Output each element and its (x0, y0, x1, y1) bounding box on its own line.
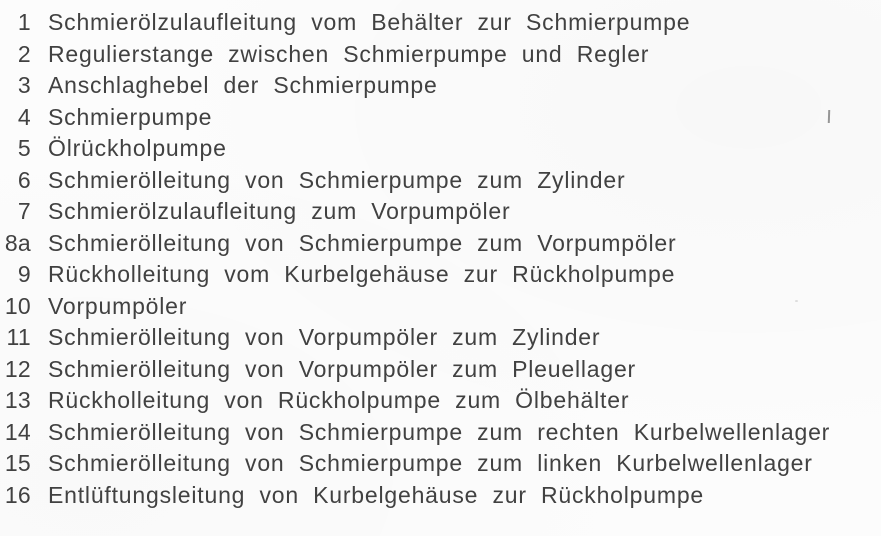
item-number: 4 (17, 103, 31, 130)
item-number: 12 (4, 355, 31, 382)
legend-item (0, 480, 881, 512)
item-label: Schmierölleitung von Schmierpumpe zum Vorpumpöler (48, 229, 677, 256)
item-label: Schmierölleitung von Schmierpumpe zum rechten Kurbelwellenlager (48, 418, 831, 445)
item-label: Vorpumpöler (48, 292, 188, 319)
legend-item (0, 7, 881, 39)
item-number: 2 (17, 40, 31, 67)
scan-artifact-speck (795, 300, 798, 302)
item-number: 14 (4, 418, 31, 445)
legend-item (0, 102, 881, 134)
legend-item (0, 70, 881, 102)
item-number: 13 (4, 387, 31, 414)
item-label: Rückholleitung vom Kurbelgehäuse zur Rückholpumpe (48, 261, 676, 288)
legend-item (0, 196, 881, 228)
legend-item (0, 385, 881, 417)
item-number: 3 (17, 72, 31, 99)
legend-item (0, 448, 881, 480)
item-number: 7 (17, 198, 31, 225)
item-label: Schmierölleitung von Schmierpumpe zum Zylinder (48, 166, 626, 193)
parts-legend-list (0, 7, 881, 511)
item-label: Schmierpumpe (48, 103, 213, 130)
item-label: Ölrückholpumpe (48, 135, 227, 162)
item-label: Schmierölzulaufleitung zum Vorpumpöler (48, 198, 511, 225)
legend-item (0, 291, 881, 323)
legend-item (0, 228, 881, 260)
item-number: 16 (4, 481, 31, 508)
item-number: 1 (17, 9, 31, 36)
item-label: Regulierstange zwischen Schmierpumpe und Regler (48, 40, 650, 67)
legend-item (0, 354, 881, 386)
item-number: 8a (4, 229, 31, 256)
item-label: Schmierölleitung von Vorpumpöler zum Pleuellager (48, 355, 637, 382)
legend-item (0, 322, 881, 354)
item-number: 6 (17, 166, 31, 193)
item-label: Schmierölleitung von Schmierpumpe zum linken Kurbelwellenlager (48, 450, 813, 477)
item-number: 9 (17, 261, 31, 288)
item-label: Rückholleitung von Rückholpumpe zum Ölbehälter (48, 387, 630, 414)
item-number: 10 (4, 292, 31, 319)
legend-item (0, 39, 881, 71)
legend-item (0, 259, 881, 291)
legend-item (0, 417, 881, 449)
item-number: 11 (6, 324, 31, 351)
legend-item (0, 133, 881, 165)
item-number: 15 (4, 450, 31, 477)
item-label: Schmierölzulaufleitung vom Behälter zur Schmierpumpe (48, 9, 691, 36)
item-label: Schmierölleitung von Vorpumpöler zum Zylinder (48, 324, 601, 351)
legend-item (0, 165, 881, 197)
item-number: 5 (17, 135, 31, 162)
item-label: Entlüftungsleitung von Kurbelgehäuse zur Rückholpumpe (48, 481, 705, 508)
item-label: Anschlaghebel der Schmierpumpe (48, 72, 438, 99)
